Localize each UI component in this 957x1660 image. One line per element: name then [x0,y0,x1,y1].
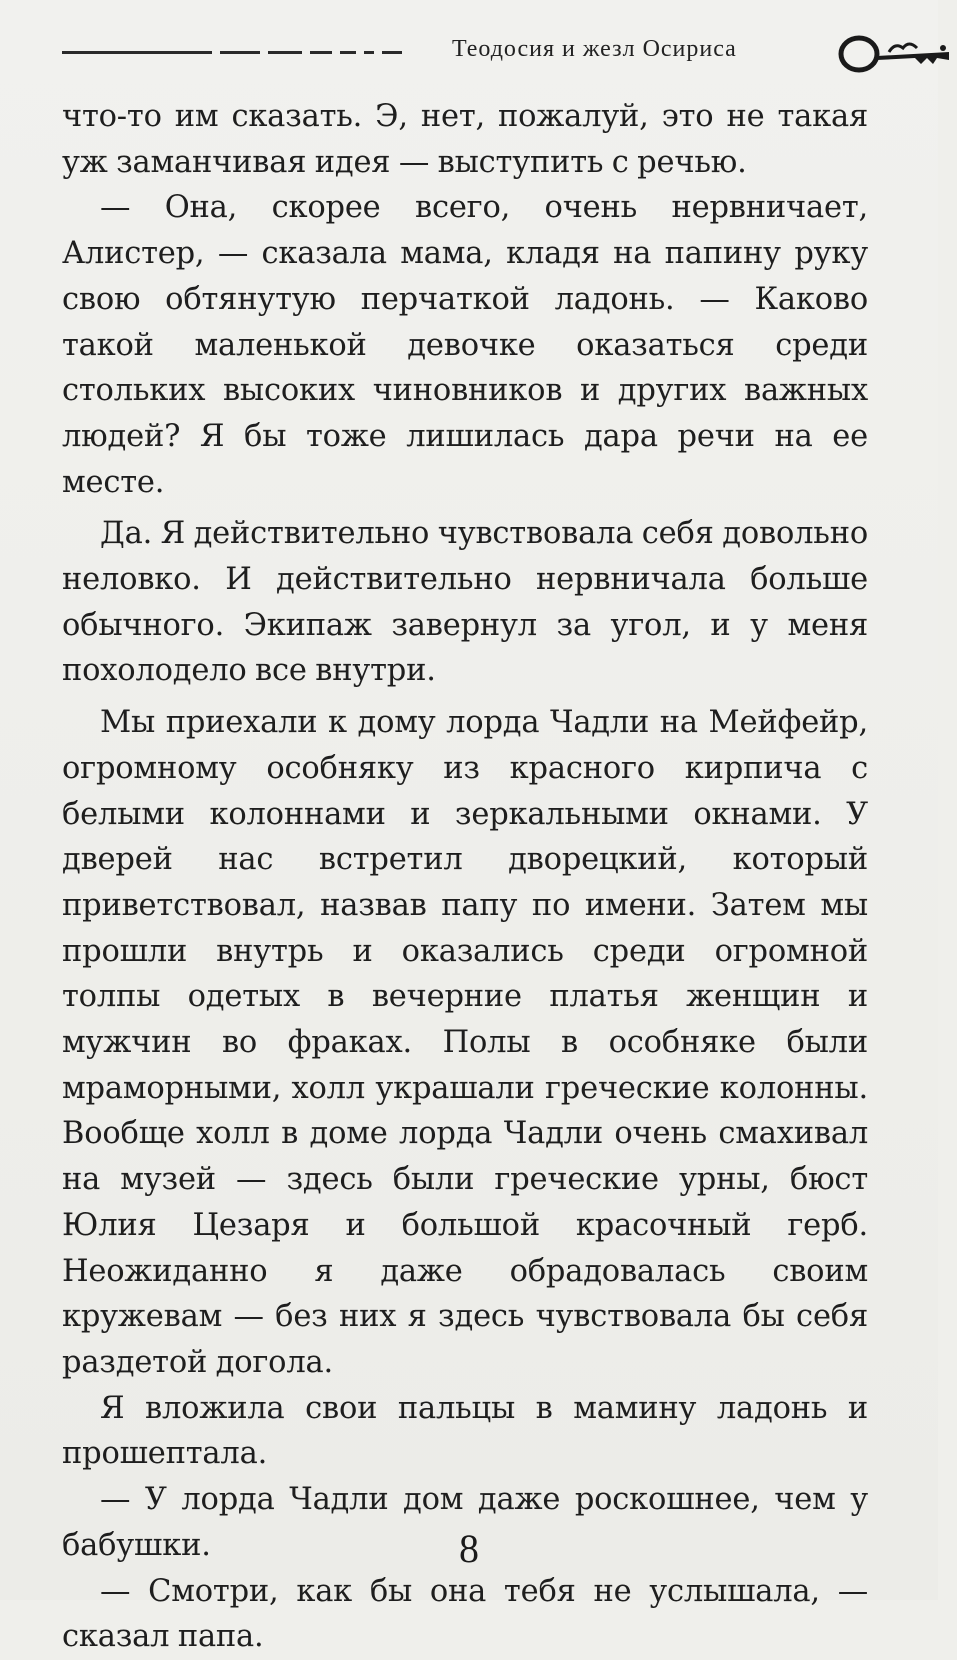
paragraph: — У лорда Чадли дом даже роскошнее, чем у бабушки. [62,1482,868,1563]
running-header-title: Теодосия и жезл Осириса [452,36,737,62]
paragraph: что-то им сказать. Э, нет, пожалуй, это не такая уж заманчивая идея — выступить с речью. [62,99,868,180]
header-dashed-rule [62,50,402,56]
paragraph: Да. Я действительно чувствовала себя довольно неловко. И действительно нервничала больше обычного. Экипаж завернул за угол, и у меня похолодело все внутри. [62,516,868,689]
paragraph: Я вложила свои пальцы в мамину ладонь и прошептала. [62,1390,868,1472]
page-number: 8 [459,1526,479,1571]
key-ornament-icon [837,30,957,76]
running-header [62,30,912,76]
paragraph: Мы приехали к дому лорда Чадли на Мейфейр, огромному особняку из красного кирпича с белыми колоннами и зеркальными окнами. У дверей нас встретил дворецкий, который приветствовал, назвав папу по имени. Затем мы прошли внутрь и оказались среди огромной толпы одетых в вечерние платья женщин и мужчин во фраках. Полы в особняке были мраморными, холл украшали греческие колонны. Вообще холл в доме лорда Чадли очень смахивал на музей — здесь были греческие урны, бюст Юлия Цезаря и большой красочный герб. Неожиданно я даже обрадовалась своим кружевам — без них я здесь чувствовала бы себя раздетой догола. [62,705,868,1380]
paragraph: — Смотри, как бы она тебя не услышала, — сказал папа. [62,1573,868,1655]
paragraph: — Она, скорее всего, очень нервничает, Алистер, — сказала мама, кладя на папину руку свою обтянутую перчаткой ладонь. — Каково такой маленькой девочке оказаться среди стольких высоких чиновников и других важных людей? Я бы тоже лишилась дара речи на ее месте. [62,190,868,500]
body-text [62,94,868,1660]
